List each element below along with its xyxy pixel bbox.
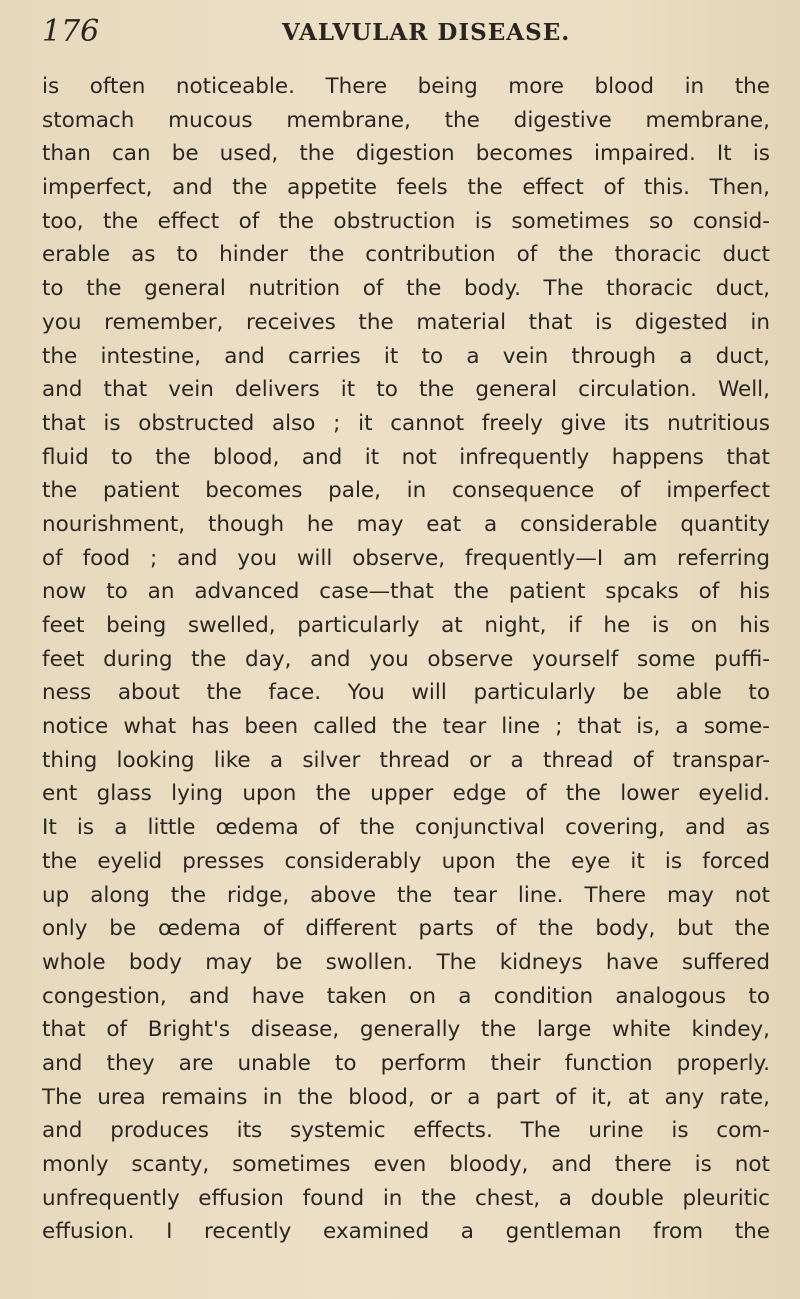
text-line: feet being swelled, particularly at night, if he is on his [42,613,770,638]
page-header [42,12,758,52]
text-line: It is a little œdema of the conjunctival covering, and as [42,815,770,841]
text-line: and they are unable to perform their function properly. [42,1050,770,1076]
text-line: The urea remains in the blood, or a part of it, at any rate, [42,1084,770,1110]
text-line: you remember, receives the material that is digested in [42,309,770,335]
text-line: the eyelid presses considerably upon the eye it is forced [42,848,770,874]
text-line: to the general nutrition of the body. The thoracic duct, [42,276,770,302]
text-line: nourishment, though he may eat a considerable quantity [42,511,770,537]
text-line: notice what has been called the tear line ; that is, a some- [42,714,770,740]
text-line: and that vein delivers it to the general circulation. Well, [42,377,770,403]
text-line: is often noticeable. There being more blood in the [42,74,770,99]
text-line: the patient becomes pale, in consequence of imperfect [42,478,770,504]
text-line: than can be used, the digestion becomes impaired. It is [42,141,770,167]
text-line: imperfect, and the appetite feels the effect of this. Then, [42,175,770,201]
text-line: ent glass lying upon the upper edge of the lower eyelid. [42,781,770,807]
text-line: up along the ridge, above the tear line. There may not [42,882,770,908]
text-line: erable as to hinder the contribution of the thoracic duct [42,242,770,268]
text-line: congestion, and have taken on a condition analogous to [42,983,770,1009]
text-line: feet during the day, and you observe yourself some puffi- [42,646,770,672]
running-head: VALVULAR DISEASE. [282,19,571,46]
text-line: now to an advanced case—that the patient spcaks of his [42,579,770,605]
text-line: unfrequently effusion found in the chest, a double pleuritic [42,1185,770,1211]
text-line: monly scanty, sometimes even bloody, and there is not [42,1152,770,1177]
body-text [42,70,770,1249]
text-line: that of Bright's disease, generally the large white kindey, [42,1017,770,1043]
text-line: of food ; and you will observe, frequently—I am referring [42,545,770,571]
page-number: 176 [42,14,100,49]
text-line: that is obstructed also ; it cannot freely give its nutritious [42,410,770,436]
text-line: only be œdema of different parts of the body, but the [42,916,770,942]
text-line: thing looking like a silver thread or a thread of transpar- [42,747,770,773]
text-line: and produces its systemic effects. The urine is com- [42,1118,770,1144]
text-line: too, the effect of the obstruction is sometimes so consid- [42,208,770,234]
text-line: effusion. I recently examined a gentleman from the [42,1219,770,1245]
text-line: whole body may be swollen. The kidneys have suffered [42,949,770,975]
text-line: stomach mucous membrane, the digestive membrane, [42,107,770,133]
text-line: fluid to the blood, and it not infrequently happens that [42,444,770,470]
text-line: the intestine, and carries it to a vein through a duct, [42,343,770,369]
text-line: ness about the face. You will particularly be able to [42,680,770,706]
